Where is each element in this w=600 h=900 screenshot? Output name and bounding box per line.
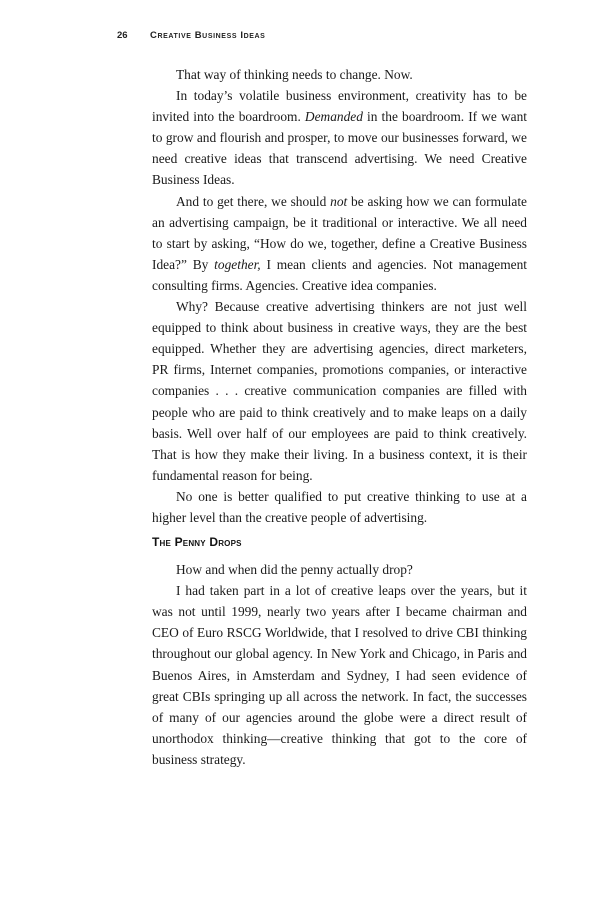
text-run: No one is better qualified to put creative thinking to use at a higher level than the creative people of advertising.	[152, 488, 527, 525]
paragraph	[152, 191, 527, 296]
text-run: in the boardroom. If we want to grow and flourish and prosper, to move our businesses forward, we need creative ideas that transcend advertising. We need Creative Business Ideas.	[152, 109, 527, 188]
section-heading: The Penny Drops	[152, 535, 242, 550]
paragraph	[152, 85, 527, 190]
running-title: Creative Business Ideas	[150, 30, 266, 41]
emphasis-text: Demanded	[304, 109, 363, 125]
text-run: How and when did the penny actually drop?	[176, 562, 413, 578]
text-run: And to get there, we should	[176, 193, 331, 209]
paragraph	[152, 580, 527, 770]
running-head	[117, 30, 537, 44]
text-run: I had taken part in a lot of creative leaps over the years, but it was not until 1999, nearly two years after I became chairman and CEO of Euro RSCG Worldwide, that I resolved to drive CBI thinking throughout our global agency. In New York and Chicago, in Paris and Buenos Aires, in Amsterdam and Sydney, I had seen evidence of great CBIs springing up all across the network. In fact, the successes of many of our agencies around the globe were a direct result of unorthodox thinking—creative thinking that got to the core of business strategy.	[152, 583, 527, 767]
text-run: I mean clients and agencies. Not management consulting firms. Agencies. Creative idea companies.	[152, 256, 527, 293]
text-run: be asking how we can formulate an advertising campaign, be it traditional or interactive. We all need to start by asking, “How do we, together, define a Creative Business Idea?” By	[152, 193, 528, 272]
body-text	[152, 64, 527, 770]
paragraph	[152, 486, 527, 528]
emphasis-text: together,	[214, 256, 261, 272]
text-run: Why? Because creative advertising thinkers are not just well equipped to think about business in creative ways, they are the best equipped. Whether they are advertising agencies, direct marketers, PR firms, Internet companies, promotions companies, or interactive companies . . . creative communication companies are filled with people who are paid to think creatively and to make leaps on a daily basis. Well over half of our employees are paid to think creatively. That is how they make their living. In a business context, it is their fundamental reason for being.	[152, 299, 527, 483]
text-run: That way of thinking needs to change. Now.	[176, 67, 413, 82]
page-number: 26	[117, 30, 128, 41]
emphasis-text: not	[330, 193, 348, 209]
text-run: In today’s volatile business environment, creativity has to be invited into the boardroom.	[152, 88, 527, 125]
paragraph	[152, 296, 527, 486]
paragraph	[152, 559, 527, 580]
paragraph	[152, 64, 527, 85]
